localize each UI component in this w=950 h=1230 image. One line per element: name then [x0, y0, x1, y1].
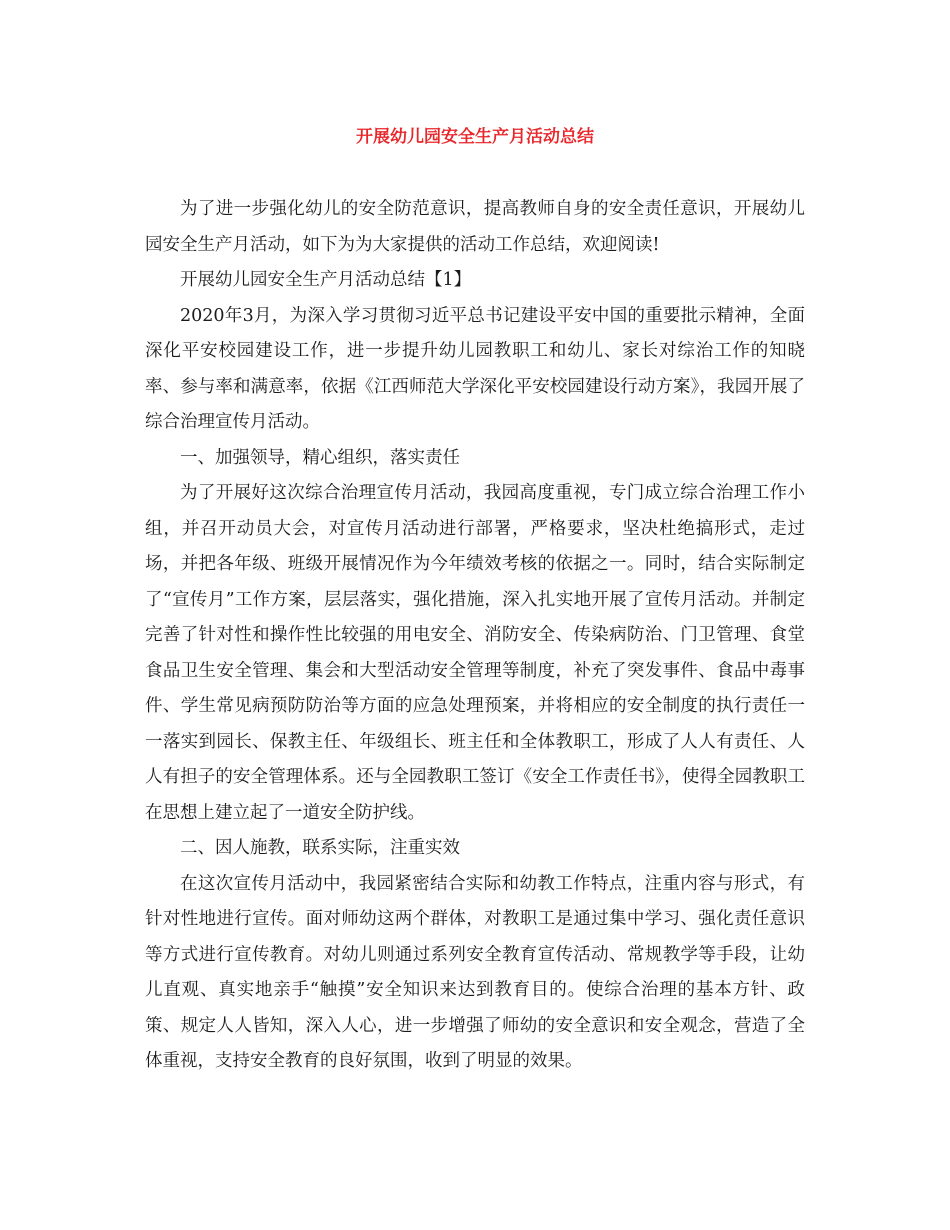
section-heading-leadership: 一、加强领导，精心组织，落实责任	[180, 447, 460, 468]
teaching-paragraph: 在这次宣传月活动中，我园紧密结合实际和幼教工作特点，注重内容与形式，有针对性地进行宣传。面对师幼这两个群体，对教职工是通过集中学习、强化责任意识等方式进行宣传教育。对幼儿则通过系列安全教育宣传活动、常规教学等手段，让幼儿直观、真实地亲手“触摸”安全知识来达到教育目的。使综合治理的基本方针、政策、规定人人皆知，深入人心，进一步增强了师幼的安全意识和安全观念，营造了全体重视，支持安全教育的良好氛围，收到了明显的效果。	[145, 873, 805, 1071]
section-heading-summary-1: 开展幼儿园安全生产月活动总结【1】	[180, 270, 472, 290]
leadership-paragraph: 为了开展好这次综合治理宣传月活动，我园高度重视，专门成立综合治理工作小组，并召开动员大会，对宣传月活动进行部署，严格要求，坚决杜绝搞形式，走过场，并把各年级、班级开展情况作为今年绩效考核的依据之一。同时，结合实际制定了“宣传月”工作方案，层层落实，强化措施，深入扎实地开展了宣传月活动。并制定完善了针对性和操作性比较强的用电安全、消防安全、传染病防治、门卫管理、食堂食品卫生安全管理、集会和大型活动安全管理等制度，补充了突发事件、食品中毒事件、学生常见病预防防治等方面的应急处理预案，并将相应的安全制度的执行责任一一落实到园长、保教主任、年级组长、班主任和全体教职工，形成了人人有责任、人人有担子的安全管理体系。还与全园教职工签订《安全工作责任书》，使得全园教职工在思想上建立起了一道安全防护线。	[145, 483, 805, 823]
document-body	[145, 192, 805, 1080]
document-title: 开展幼儿园安全生产月活动总结	[356, 127, 594, 147]
intro-paragraph: 为了进一步强化幼儿的安全防范意识，提高教师自身的安全责任意识，开展幼儿园安全生产月活动，如下为为大家提供的活动工作总结，欢迎阅读!	[145, 199, 805, 255]
background-paragraph: 2020年3月，为深入学习贯彻习近平总书记建设平安中国的重要批示精神，全面深化平安校园建设工作，进一步提升幼儿园教职工和幼儿、家长对综治工作的知晓率、参与率和满意率，依据《江西师范大学深化平安校园建设行动方案》，我园开展了综合治理宣传月活动。	[145, 305, 805, 432]
section-heading-teaching: 二、因人施教，联系实际，注重实效	[180, 838, 460, 858]
